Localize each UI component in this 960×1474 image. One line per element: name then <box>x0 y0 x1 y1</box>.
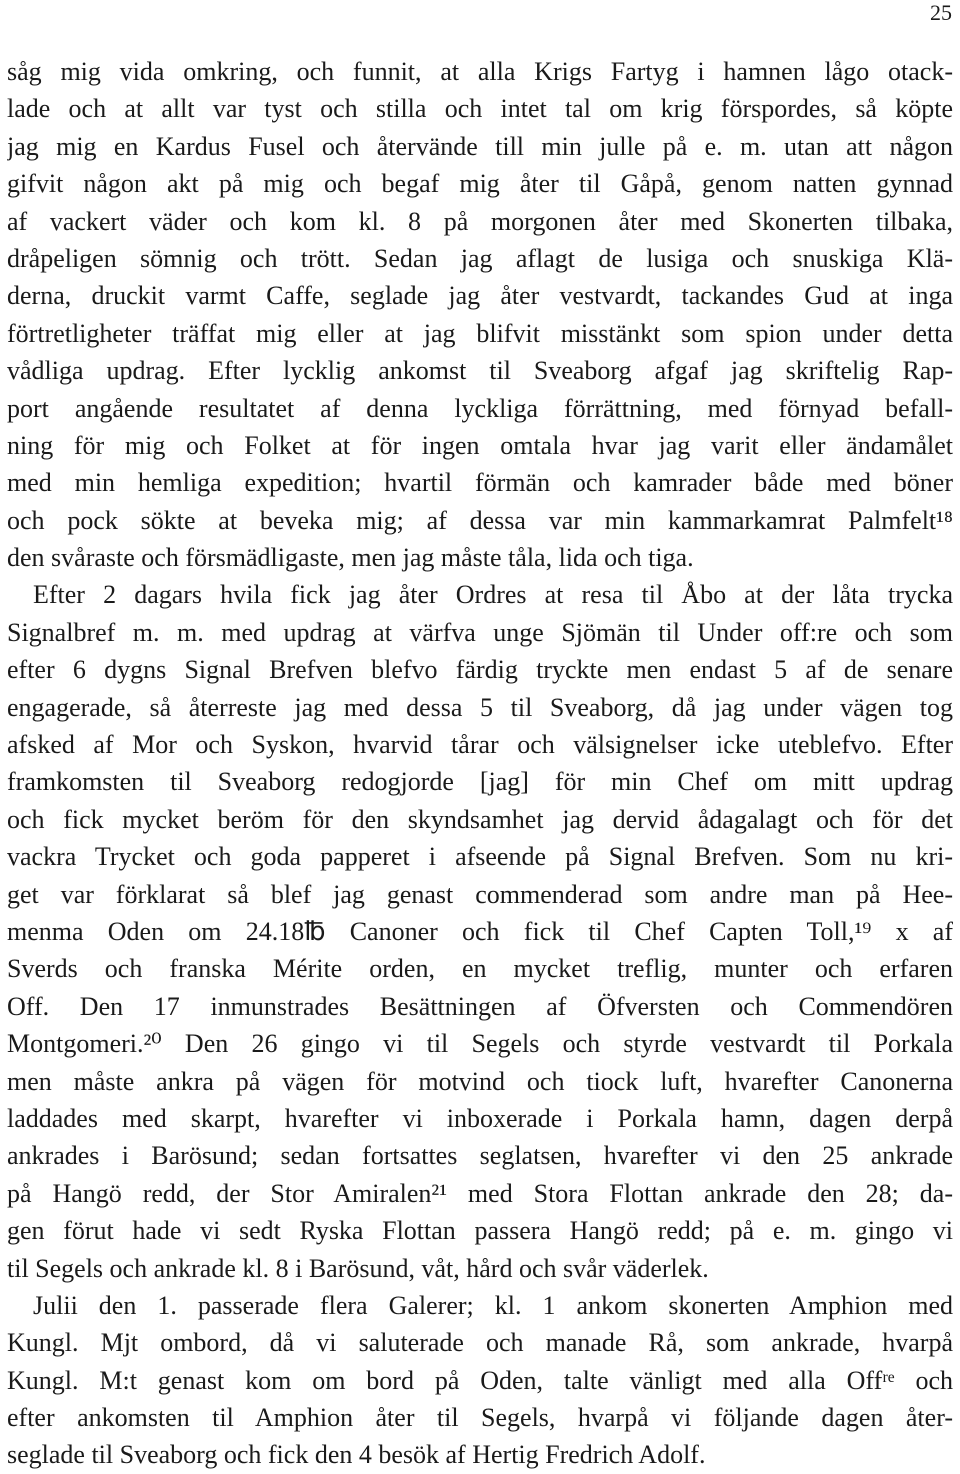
text-line: Sverds och franska Mérite orden, en mycket treflig, munter och erfaren <box>7 954 953 984</box>
text-line: lade och at allt var tyst och stilla och intet tal om krig förspordes, så köpte <box>7 94 953 124</box>
text-line: menma Oden om 24.18℔ Canoner och fick til Chef Capten Toll,¹⁹ x af <box>7 916 953 946</box>
text-line: port angående resultatet af denna lyckliga förrättning, med förnyad befall- <box>7 393 953 423</box>
text-line: afsked af Mor och Syskon, hvarvid tårar och välsignelser icke uteblefvo. Efter <box>7 730 953 760</box>
text-line: ning för mig och Folket at för ingen omtala hvar jag varit eller ändamålet <box>7 430 953 460</box>
text-line: efter ankomsten til Amphion åter til Segels, hvarpå vi följande dagen åter- <box>7 1403 953 1433</box>
text-line: och pock sökte at beveka mig; af dessa var min kammarkamrat Palmfelt¹⁸ <box>7 505 953 535</box>
text-line: get var förklarat så blef jag genast commenderad som andre man på Hee- <box>7 879 953 909</box>
text-line: Julii den 1. passerade flera Galerer; kl. 1 ankom skonerten Amphion med <box>33 1290 953 1320</box>
text-line: framkomsten til Sveaborg redogjorde [jag] för min Chef om mitt updrag <box>7 767 953 797</box>
text-line: med min hemliga expedition; hvartil förmän och kamrader både med böner <box>7 468 953 498</box>
text-line: gen förut hade vi sedt Ryska Flottan passera Hangö redd; på e. m. gingo vi <box>7 1216 953 1246</box>
text-line: derna, druckit varmt Caffe, seglade jag åter vestvardt, tackandes Gud at inga <box>7 281 953 311</box>
text-line: den svåraste och försmädligaste, men jag måste tåla, lida och tiga. <box>7 543 694 573</box>
text-line: Kungl. M:t genast kom om bord på Oden, talte vänligt med alla Offʳᵉ och <box>7 1365 953 1395</box>
text-line: gifvit någon akt på mig och begaf mig åter til Gåpå, genom natten gynnad <box>7 169 953 199</box>
text-line: Kungl. Mjt ombord, då vi saluterade och manade Rå, som ankrade, hvarpå <box>7 1328 953 1358</box>
text-line: seglade til Sveaborg och fick den 4 besök af Hertig Fredrich Adolf. <box>7 1440 706 1470</box>
text-line: jag mig en Kardus Fusel och återvände till min julle på e. m. utan att någon <box>7 131 953 161</box>
text-line: Montgomeri.²⁰ Den 26 gingo vi til Segels och styrde vestvardt til Porkala <box>7 1029 953 1059</box>
text-line: efter 6 dygns Signal Brefven blefvo färdig tryckte men endast 5 af de senare <box>7 655 953 685</box>
text-line: Signalbref m. m. med updrag at värfva unge Sjömän til Under off:re och som <box>7 617 953 647</box>
text-line: til Segels och ankrade kl. 8 i Barösund, våt, hård och svår väderlek. <box>7 1253 709 1283</box>
document-body <box>7 53 953 1474</box>
text-line: dråpeligen sömnig och trött. Sedan jag aflagt de lusiga och snuskiga Klä- <box>7 243 953 273</box>
text-line: Efter 2 dagars hvila fick jag åter Ordres at resa til Åbo at der låta trycka <box>33 580 953 610</box>
text-line: vådliga updrag. Efter lycklig ankomst til Sveaborg afgaf jag skriftelig Rap- <box>7 356 953 386</box>
text-line: på Hangö redd, der Stor Amiralen²¹ med Stora Flottan ankrade den 28; da- <box>7 1178 953 1208</box>
text-line: engagerade, så återreste jag med dessa 5 til Sveaborg, då jag under vägen tog <box>7 692 953 722</box>
text-line: men måste ankra på vägen för motvind och tiock luft, hvarefter Canonerna <box>7 1066 953 1096</box>
text-line: förtretligheter träffat mig eller at jag blifvit misstänkt som spion under detta <box>7 318 953 348</box>
text-line: Off. Den 17 inmunstrades Besättningen af Öfversten och Commendören <box>7 991 953 1021</box>
page-number: 25 <box>930 0 952 25</box>
text-line: af vackert väder och kom kl. 8 på morgonen åter med Skonerten tilbaka, <box>7 206 953 236</box>
text-line: vackra Trycket och goda papperet i afseende på Signal Brefven. Som nu kri- <box>7 842 953 872</box>
text-line: ankrades i Barösund; sedan fortsattes seglatsen, hvarefter vi den 25 ankrade <box>7 1141 953 1171</box>
text-line: laddades med skarpt, hvarefter vi inboxerade i Porkala hamn, dagen derpå <box>7 1103 953 1133</box>
text-line: såg mig vida omkring, och funnit, at alla Krigs Fartyg i hamnen lågo otack- <box>7 57 953 86</box>
text-line: och fick mycket beröm för den skyndsamhet jag dervid ådagalagt och för det <box>7 804 953 834</box>
